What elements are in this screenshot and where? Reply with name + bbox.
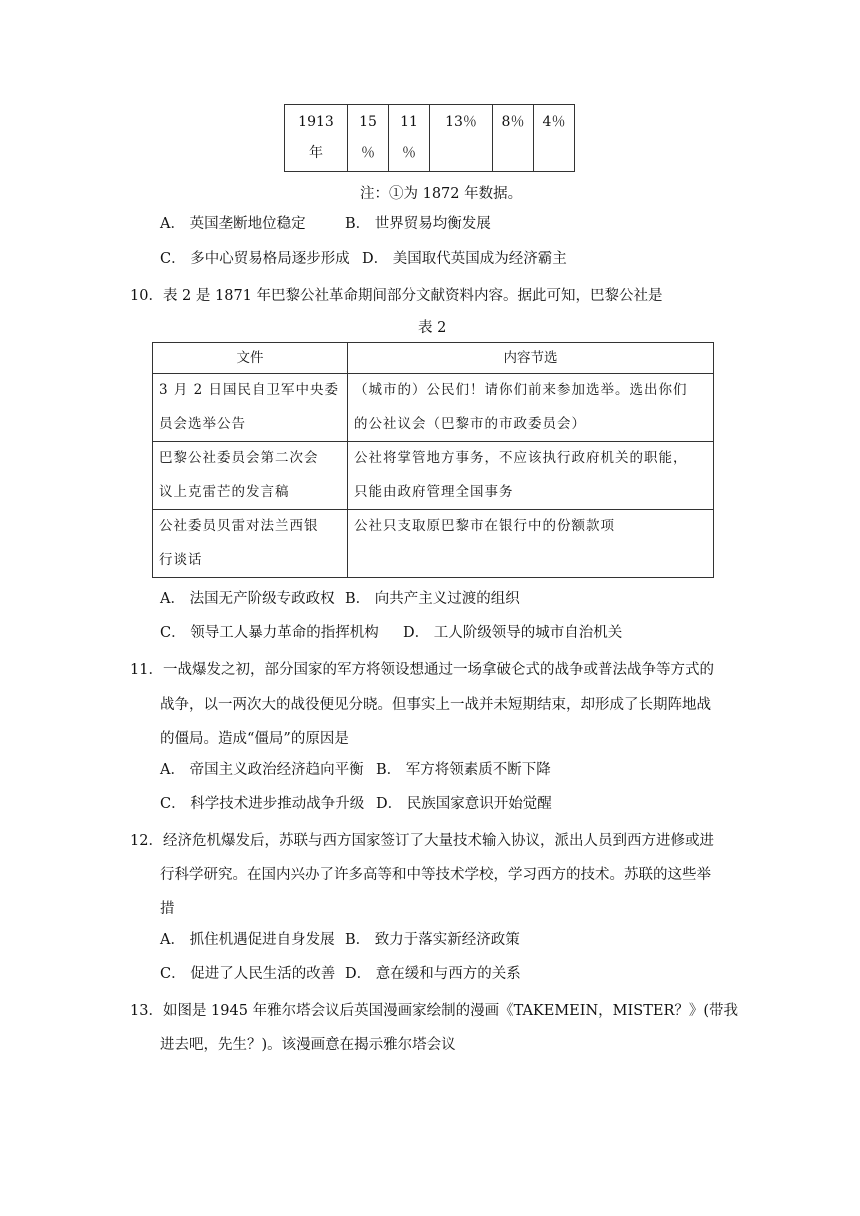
q12-stem-line-1: 12．经济危机爆发后，苏联与西方国家签订了大量技术输入协议，派出人员到西方进修或进 xyxy=(130,833,714,849)
q11-option-c: C． 科学技术进步推动战争升级 xyxy=(160,796,365,812)
header-content: 内容节选 xyxy=(348,343,714,374)
q11-option-d: D． 民族国家意识开始觉醒 xyxy=(376,796,552,812)
paris-commune-table xyxy=(152,342,714,578)
table-row: 公社委员贝雷对法兰西银 行谈话 公社只支取原巴黎市在银行中的份额款项 xyxy=(153,510,714,578)
table-row: 1913 年 15 ％ 11 ％ 13％ 8％ 4％ xyxy=(285,105,575,172)
q12-option-a: A． 抓住机遇促进自身发展 xyxy=(160,932,335,948)
q10-option-c: C． 领导工人暴力革命的指挥机构 xyxy=(160,625,379,641)
q11-option-a: A． 帝国主义政治经济趋向平衡 xyxy=(160,762,364,778)
q9-option-c: C． 多中心贸易格局逐步形成 xyxy=(160,251,350,267)
content-cell: 公社只支取原巴黎市在银行中的份额款项 xyxy=(354,518,615,534)
q11-stem-line-2: 战争，以一两次大的战役便见分晓。但事实上一战并未短期结束，却形成了长期阵地战 xyxy=(160,697,711,713)
value-cell: 8％ xyxy=(501,114,525,130)
value-cell: 15 xyxy=(359,114,377,130)
table-row: 巴黎公社委员会第二次会 议上克雷芒的发言稿 公社将掌管地方事务，不应该执行政府机关的职能， 只能由政府管理全国事务 xyxy=(153,442,714,510)
doc-cell: 巴黎公社委员会第二次会 xyxy=(159,450,319,466)
q13-stem-line-2: 进去吧，先生？)。该漫画意在揭示雅尔塔会议 xyxy=(160,1037,456,1053)
doc-cell: 3 月 2 日国民自卫军中央委 xyxy=(159,382,340,398)
q13-stem-line-1: 13．如图是 1945 年雅尔塔会议后英国漫画家绘制的漫画《TAKEMEIN，MISTER？》(带我 xyxy=(130,1003,739,1019)
q12-option-c: C． 促进了人民生活的改善 xyxy=(160,966,336,982)
value-cell: 13％ xyxy=(445,114,477,130)
header-doc: 文件 xyxy=(153,343,348,374)
content-cell: （城市的）公民们！请你们前来参加选举。选出你们 xyxy=(354,382,688,398)
q12-stem-line-3: 措 xyxy=(160,901,175,917)
q10-option-b: B． 向共产主义过渡的组织 xyxy=(345,591,520,607)
q10-option-d: D． 工人阶级领导的城市自治机关 xyxy=(403,625,623,641)
trade-share-table xyxy=(284,104,575,172)
doc-cell: 公社委员贝雷对法兰西银 xyxy=(159,518,319,534)
table-note: 注：①为 1872 年数据。 xyxy=(360,186,523,202)
table-row: 3 月 2 日国民自卫军中央委 员会选举公告 （城市的）公民们！请你们前来参加选举。选出你们 的公社议会（巴黎市的市政委员会） xyxy=(153,374,714,442)
q12-stem-line-2: 行科学研究。在国内兴办了许多高等和中等技术学校，学习西方的技术。苏联的这些举 xyxy=(160,867,711,883)
q9-option-a: A． 英国垄断地位稳定 xyxy=(160,216,306,232)
table-title: 表 2 xyxy=(418,320,447,336)
year-cell: 1913 xyxy=(298,114,334,130)
q11-option-b: B． 军方将领素质不断下降 xyxy=(376,762,551,778)
q11-stem-line-3: 的僵局。造成“僵局”的原因是 xyxy=(160,731,349,747)
q10-stem: 10．表 2 是 1871 年巴黎公社革命期间部分文献资料内容。据此可知，巴黎公社是 xyxy=(130,288,663,304)
q9-option-d: D． 美国取代英国成为经济霸主 xyxy=(362,251,567,267)
q9-option-b: B． 世界贸易均衡发展 xyxy=(345,216,491,232)
q12-option-b: B． 致力于落实新经济政策 xyxy=(345,932,520,948)
q10-option-a: A． 法国无产阶级专政政权 xyxy=(160,591,335,607)
q12-option-d: D． 意在缓和与西方的关系 xyxy=(345,966,521,982)
value-cell: 4％ xyxy=(542,114,566,130)
q11-stem-line-1: 11．一战爆发之初，部分国家的军方将领设想通过一场拿破仑式的战争或普法战争等方式的 xyxy=(130,662,714,678)
value-cell: 11 xyxy=(400,114,418,130)
content-cell: 公社将掌管地方事务，不应该执行政府机关的职能， xyxy=(354,450,688,466)
table-header-row xyxy=(153,343,714,374)
